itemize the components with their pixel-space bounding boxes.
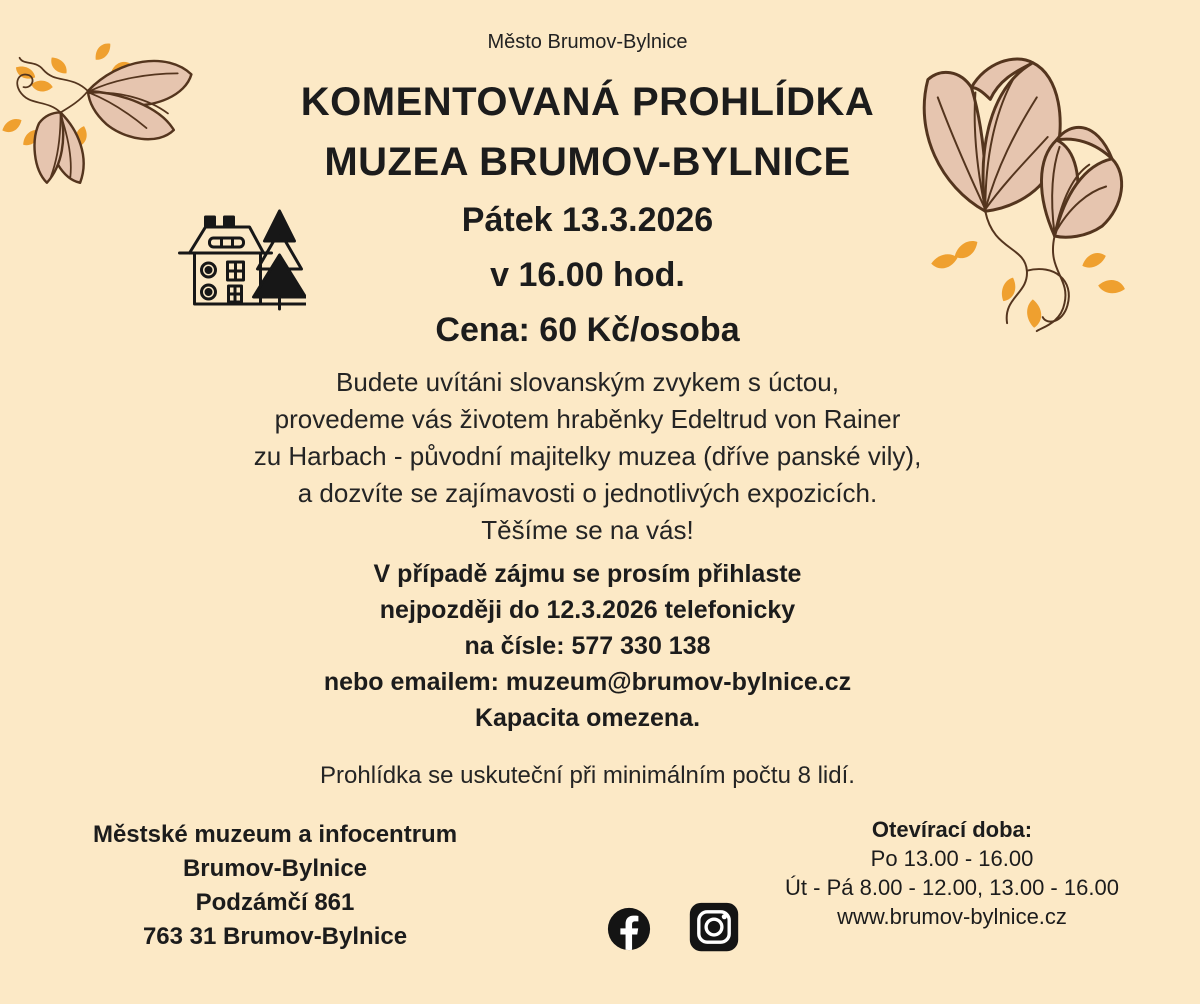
address-line: Městské muzeum a infocentrum bbox=[92, 821, 458, 848]
event-price: Cena: 60 Kč/osoba bbox=[435, 311, 740, 349]
opening-hours-line: Po 13.00 - 16.00 bbox=[870, 846, 1034, 871]
organization-name: Město Brumov-Bylnice bbox=[487, 31, 688, 53]
poster-title bbox=[0, 72, 1175, 192]
address-line: Brumov-Bylnice bbox=[182, 855, 368, 882]
description-line: provedeme vás životem hraběnky Edeltrud von Rainer bbox=[274, 404, 901, 434]
registration-line: V případě zájmu se prosím přihlaste bbox=[373, 560, 802, 588]
opening-hours-title: Otevírací doba: bbox=[871, 817, 1033, 842]
museum-address bbox=[75, 818, 475, 954]
minimum-attendance-note: Prohlídka se uskuteční při minimálním počtu 8 lidí. bbox=[320, 762, 855, 789]
event-description bbox=[0, 364, 1175, 549]
title-line-2: MUZEA BRUMOV-BYLNICE bbox=[324, 140, 851, 184]
instagram-icon[interactable] bbox=[687, 900, 741, 954]
opening-hours bbox=[772, 815, 1132, 931]
address-line: Podzámčí 861 bbox=[195, 889, 355, 916]
registration-phone: na čísle: 577 330 138 bbox=[464, 632, 711, 660]
opening-hours-line: Út - Pá 8.00 - 12.00, 13.00 - 16.00 bbox=[785, 875, 1119, 900]
description-line: zu Harbach - původní majitelky muzea (dříve panské vily), bbox=[253, 441, 922, 471]
event-details bbox=[0, 193, 1175, 358]
registration-info bbox=[0, 556, 1175, 736]
description-line: a dozvíte se zajímavosti o jednotlivých expozicích. bbox=[297, 478, 878, 508]
registration-line: Kapacita omezena. bbox=[474, 704, 701, 732]
description-line: Budete uvítáni slovanským zvykem s úctou, bbox=[336, 367, 839, 397]
title-line-1: KOMENTOVANÁ PROHLÍDKA bbox=[300, 80, 875, 124]
description-line: Těšíme se na vás! bbox=[481, 515, 694, 545]
registration-line: nejpozději do 12.3.2026 telefonicky bbox=[379, 596, 796, 624]
event-date: Pátek 13.3.2026 bbox=[461, 201, 714, 239]
facebook-icon[interactable] bbox=[606, 906, 652, 952]
registration-email[interactable]: nebo emailem: muzeum@brumov-bylnice.cz bbox=[323, 668, 852, 696]
website-url[interactable]: www.brumov-bylnice.cz bbox=[837, 904, 1067, 929]
event-time: v 16.00 hod. bbox=[490, 256, 685, 294]
address-line: 763 31 Brumov-Bylnice bbox=[142, 923, 408, 950]
